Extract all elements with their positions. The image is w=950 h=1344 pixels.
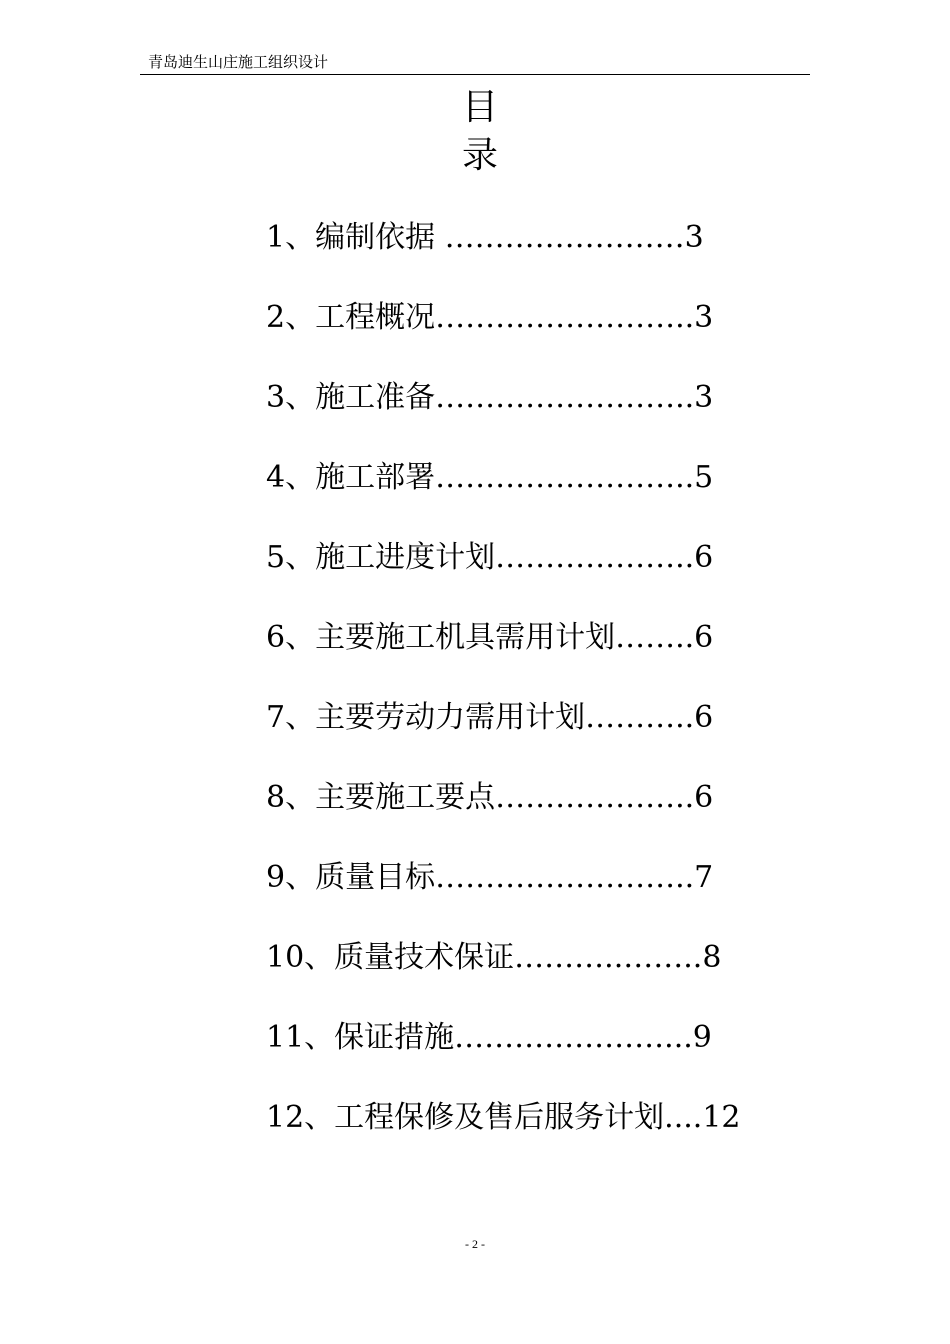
toc-list <box>266 212 806 1172</box>
toc-item-4: 4、施工部署……………………..5 <box>266 460 714 495</box>
toc-item-12: 12、工程保修及售后服务计划....12 <box>266 1100 741 1135</box>
toc-item-3: 3、施工准备……………………..3 <box>266 380 714 415</box>
toc-item-11: 11、保证措施…………………...9 <box>266 1020 712 1055</box>
toc-item-5: 5、施工进度计划………………..6 <box>266 540 714 575</box>
toc-title: 目录 <box>461 87 560 176</box>
toc-item-2: 2、工程概况……………………..3 <box>266 300 714 335</box>
toc-item-7: 7、主要劳动力需用计划………..6 <box>266 700 714 735</box>
toc-item-8: 8、主要施工要点………………..6 <box>266 780 714 815</box>
toc-item-9: 9、质量目标……………………..7 <box>266 860 714 895</box>
toc-item-10: 10、质量技术保证………..……..8 <box>266 940 722 975</box>
page-number: - 2 - <box>465 1237 485 1251</box>
document-header-title: 青岛迪生山庄施工组织设计 <box>148 53 329 71</box>
toc-item-6: 6、主要施工机具需用计划……..6 <box>266 620 714 655</box>
header-rule <box>140 74 810 75</box>
toc-item-1: 1、编制依据 ……………………3 <box>266 220 704 255</box>
